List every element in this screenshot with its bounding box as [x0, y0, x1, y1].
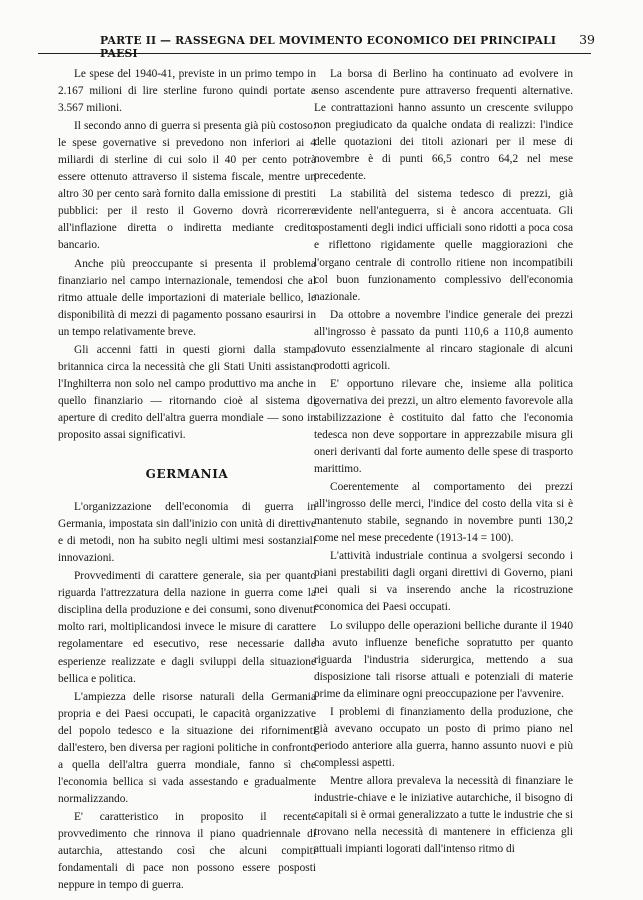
paragraph: L'organizzazione dell'economia di guerra in Germania, impostata sin dall'inizio con unità di direttive e di metodi, non ha subito negli ultimi mesi sostanziali innovazioni.	[58, 501, 316, 565]
paragraph: Da ottobre a novembre l'indice generale dei prezzi all'ingrosso è passato da punti 110,6 a 110,8 aumento dovuto essenzialmente al rincaro stagionale di alcuni prodotti agricoli.	[314, 308, 573, 372]
header-title: PARTE II — RASSEGNA DEL MOVIMENTO ECONOMICO DEI PRINCIPALI PAESI	[100, 34, 557, 60]
right-column	[314, 66, 573, 858]
paragraph: La stabilità del sistema tedesco di prezzi, già evidente nell'anteguerra, si è ancora accentuata. Gli spostamenti degli indici ufficiali sono ridotti a poca cosa e riflettono rigidamente quelle maggiorazioni che l'organo centrale di controllo ritiene non incompatibili col buon funzionamento complessivo dell'economia nazionale.	[314, 188, 573, 303]
paragraph: I problemi di finanziamento della produzione, che già avevano occupato un posto di primo piano nel periodo anteriore alla guerra, hanno assunto nuovi e più complessi aspetti.	[314, 705, 573, 769]
paragraph: E' opportuno rilevare che, insieme alla politica governativa dei prezzi, un altro elemento favorevole alla stabilizzazione è costituito dal fatto che l'economia tedesca non deve sopportare in apprezzabile misura gli oneri derivanti dal forte aumento delle spese di trasporto marittimo.	[314, 377, 573, 476]
paragraph: L'attività industriale continua a svolgersi secondo i piani prestabiliti dagli organi direttivi di Governo, piani nei quali si va inserendo anche la ricostruzione economica dei Paesi occupati.	[314, 550, 573, 614]
paragraph: Il secondo anno di guerra si presenta già più costoso: le spese governative si prevedono non inferiori ai 4 miliardi di sterline di cui solo il 40 per cento potrà essere ottenuto attraverso il sistema fiscale, mentre un altro 30 per cento sarà fornito dalla emissione di prestiti pubblici: per il resto il Governo dovrà ricorrere all'inflazione diretta o indiretta mediante credito bancario.	[58, 120, 316, 252]
paragraph: Lo sviluppo delle operazioni belliche durante il 1940 ha avuto influenze benefiche sopratutto per quanto riguarda l'industria siderurgica, mettendo a sua disposizione tali risorse attuali e potenziali di materie prime da eliminare ogni preoccupazione per l'avvenire.	[314, 619, 573, 700]
paragraph: Anche più preoccupante si presenta il problema finanziario nel campo internazionale, temendosi che al ritmo attuale delle importazioni di materiale bellico, le disponibilità di mezzi di pagamento possano esaurirsi in un tempo relativamente breve.	[58, 257, 316, 338]
paragraph: Coerentemente al comportamento dei prezzi all'ingrosso delle merci, l'indice del costo della vita si è mantenuto stabile, segnando in novembre punti 130,2 come nel mese precedente (1913-14 = 100).	[314, 481, 573, 545]
paragraph: E' caratteristico in proposito il recente provvedimento che rinnova il piano quadriennale di autarchia, attestando così che alcuni compiti fondamentali di pace non possono essere posposti neppure in tempo di guerra.	[58, 810, 316, 892]
section-heading-germania: GERMANIA	[145, 467, 229, 482]
paragraph: L'ampiezza delle risorse naturali della Germania propria e dei Paesi occupati, le capacità organizzative del popolo tedesco e la situazione dei rifornimenti dall'estero, ben diversa per ragioni politiche in confronto a quella dell'altra guerra mondiale, fanno sì che l'economia bellica si vada assestando e gradualmente normalizzando.	[58, 690, 316, 805]
paragraph: Le spese del 1940-41, previste in un primo tempo in 2.167 milioni di lire sterline furono quindi portate a 3.567 milioni.	[58, 68, 316, 115]
paragraph: Gli accenni fatti in questi giorni dalla stampa britannica circa la necessità che gli Stati Uniti assistano l'Inghilterra non solo nel campo produttivo ma anche in quello finanziario — ritornando cioè al sistema di aperture di credito dell'altra guerra mondiale — sono in proposito assai significativi.	[58, 343, 316, 441]
paragraph: Provvedimenti di carattere generale, sia per quanto riguarda l'attrezzatura della nazione in guerra come la disciplina della produzione e dei consumi, sono divenuti molto rari, moltiplicandosi invece le misure di carattere regolamentare ed esecutivo, rese necessarie dalle esperienze realizzate e dagli sviluppi della situazione bellica e politica.	[58, 570, 316, 685]
left-column	[58, 66, 316, 894]
running-header	[38, 30, 595, 60]
page-number: 39	[579, 32, 595, 47]
paragraph: Mentre allora prevaleva la necessità di finanziare le industrie-chiave e le iniziative autarchiche, il bisogno di capitali si è ormai generalizzato a tutte le industrie che si trovano nella necessità di mantenere in efficienza gli attuali impianti logorati dall'intenso ritmo di	[314, 774, 573, 856]
paragraph: La borsa di Berlino ha continuato ad evolvere in senso ascendente pure attraverso frequenti alternative. Le contrattazioni hanno assunto un crescente sviluppo non pregiudicato da qualche ondata di realizzi: l'indice delle quotazioni dei titoli azionari per il mese di novembre è di punti 66,5 contro 64,2 nel mese precedente.	[314, 68, 573, 183]
